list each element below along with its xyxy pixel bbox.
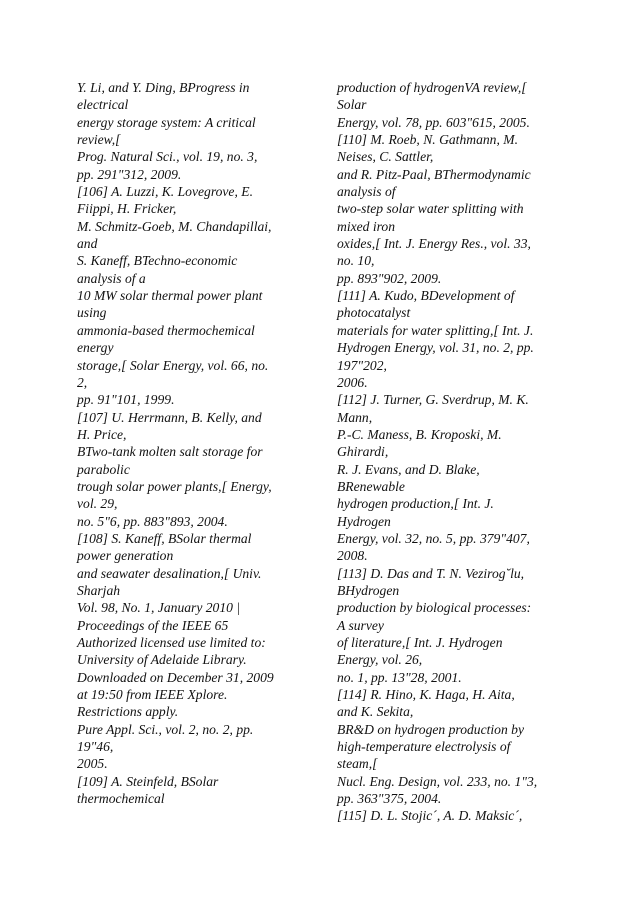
reference-line: pp. 363"375, 2004.	[337, 791, 442, 807]
reference-line: energy	[77, 340, 114, 356]
reference-line: M. Schmitz-Goeb, M. Chandapillai,	[77, 218, 272, 234]
reference-line: Downloaded on December 31, 2009	[77, 669, 274, 685]
reference-line: no. 1, pp. 13"28, 2001.	[337, 669, 462, 685]
reference-line: Prog. Natural Sci., vol. 19, no. 3,	[77, 149, 258, 165]
reference-line: Energy, vol. 32, no. 5, pp. 379"407,	[337, 530, 530, 546]
reference-line: Neises, C. Sattler,	[337, 149, 434, 165]
reference-line: BR&D on hydrogen production by	[337, 721, 525, 737]
reference-line: 197"202,	[337, 357, 387, 373]
reference-line: Energy, vol. 78, pp. 603"615, 2005.	[337, 114, 530, 130]
reference-line: and seawater desalination,[ Univ.	[77, 565, 262, 581]
reference-line: BTwo-tank molten salt storage for	[77, 444, 263, 460]
reference-line: oxides,[ Int. J. Energy Res., vol. 33,	[337, 236, 531, 252]
reference-line: photocatalyst	[337, 305, 411, 321]
reference-line: 2,	[77, 374, 88, 390]
reference-line: [110] M. Roeb, N. Gathmann, M.	[337, 132, 518, 148]
reference-line: Y. Li, and Y. Ding, BProgress in	[77, 80, 250, 95]
reference-line: thermochemical	[77, 791, 165, 807]
reference-line: 2008.	[337, 548, 368, 564]
reference-line: vol. 29,	[77, 496, 118, 512]
reference-line: [107] U. Herrmann, B. Kelly, and	[77, 409, 262, 425]
reference-line: [115] D. L. Stojic´, A. D. Maksic´,	[337, 808, 523, 824]
reference-line: using	[77, 305, 107, 321]
reference-line: two-step solar water splitting with	[337, 201, 524, 217]
reference-line: Sharjah	[77, 582, 121, 598]
reference-line: Ghirardi,	[337, 444, 389, 460]
reference-line: Hydrogen	[337, 513, 391, 529]
reference-line: and	[77, 236, 98, 252]
reference-line: 19"46,	[77, 739, 114, 755]
reference-line: 2005.	[77, 756, 108, 772]
reference-line: pp. 91"101, 1999.	[77, 392, 175, 408]
reference-line: and R. Pitz-Paal, BThermodynamic	[337, 166, 531, 182]
reference-line: [109] A. Steinfeld, BSolar	[77, 773, 219, 789]
reference-line: mixed iron	[337, 218, 396, 234]
reference-line: steam,[	[337, 756, 378, 772]
reference-line: [111] A. Kudo, BDevelopment of	[337, 288, 515, 304]
reference-line: Energy, vol. 26,	[337, 652, 423, 668]
left-column	[77, 79, 322, 807]
reference-line: electrical	[77, 97, 129, 113]
reference-line: Nucl. Eng. Design, vol. 233, no. 1"3,	[337, 773, 538, 789]
reference-line: and K. Sekita,	[337, 704, 414, 720]
reference-line: review,[	[77, 132, 121, 148]
reference-line: A survey	[337, 617, 384, 633]
right-column	[337, 79, 567, 825]
reference-line: S. Kaneff, BTechno-economic	[77, 253, 238, 269]
reference-line: Authorized licensed use limited to:	[77, 635, 266, 650]
reference-line: storage,[ Solar Energy, vol. 66, no.	[77, 357, 269, 373]
reference-line: [114] R. Hino, K. Haga, H. Aita,	[337, 687, 515, 703]
reference-line: no. 5"6, pp. 883"893, 2004.	[77, 513, 228, 529]
reference-line: pp. 893"902, 2009.	[337, 270, 442, 286]
reference-line: high-temperature electrolysis of	[337, 739, 511, 755]
reference-line: power generation	[77, 548, 174, 564]
reference-line: BHydrogen	[337, 582, 400, 598]
reference-line: R. J. Evans, and D. Blake,	[337, 461, 480, 477]
reference-line: of literature,[ Int. J. Hydrogen	[337, 635, 503, 650]
reference-line: Mann,	[337, 409, 373, 425]
reference-line: hydrogen production,[ Int. J.	[337, 496, 494, 512]
reference-line: Pure Appl. Sci., vol. 2, no. 2, pp.	[77, 721, 254, 737]
reference-line: [108] S. Kaneff, BSolar thermal	[77, 530, 252, 546]
reference-line: energy storage system: A critical	[77, 114, 256, 130]
reference-line: pp. 291"312, 2009.	[77, 166, 182, 182]
reference-line: parabolic	[77, 461, 130, 477]
reference-line: BRenewable	[337, 478, 405, 494]
reference-line: 2006.	[337, 374, 368, 390]
reference-line: Hydrogen Energy, vol. 31, no. 2, pp.	[337, 340, 534, 356]
reference-line: analysis of	[337, 184, 396, 200]
reference-line: trough solar power plants,[ Energy,	[77, 478, 272, 494]
reference-line: analysis of a	[77, 270, 146, 286]
reference-line: production of hydrogenVA review,[	[337, 80, 527, 95]
reference-line: [113] D. Das and T. N. Vezirog˘lu,	[337, 565, 525, 581]
reference-line: University of Adelaide Library.	[77, 652, 247, 668]
reference-line: 10 MW solar thermal power plant	[77, 288, 263, 304]
reference-line: at 19:50 from IEEE Xplore.	[77, 687, 228, 703]
reference-line: P.-C. Maness, B. Kroposki, M.	[337, 426, 502, 442]
reference-line: ammonia-based thermochemical	[77, 322, 255, 338]
reference-line: Restrictions apply.	[77, 704, 179, 720]
reference-line: Solar	[337, 97, 367, 113]
reference-line: H. Price,	[77, 426, 127, 442]
reference-line: Vol. 98, No. 1, January 2010 |	[77, 600, 241, 616]
reference-line: [106] A. Luzzi, K. Lovegrove, E.	[77, 184, 253, 200]
reference-line: [112] J. Turner, G. Sverdrup, M. K.	[337, 392, 529, 408]
reference-line: Fiippi, H. Fricker,	[77, 201, 177, 217]
reference-line: no. 10,	[337, 253, 375, 269]
reference-line: Proceedings of the IEEE 65	[77, 617, 229, 633]
reference-line: production by biological processes:	[337, 600, 532, 616]
reference-line: materials for water splitting,[ Int. J.	[337, 322, 534, 338]
